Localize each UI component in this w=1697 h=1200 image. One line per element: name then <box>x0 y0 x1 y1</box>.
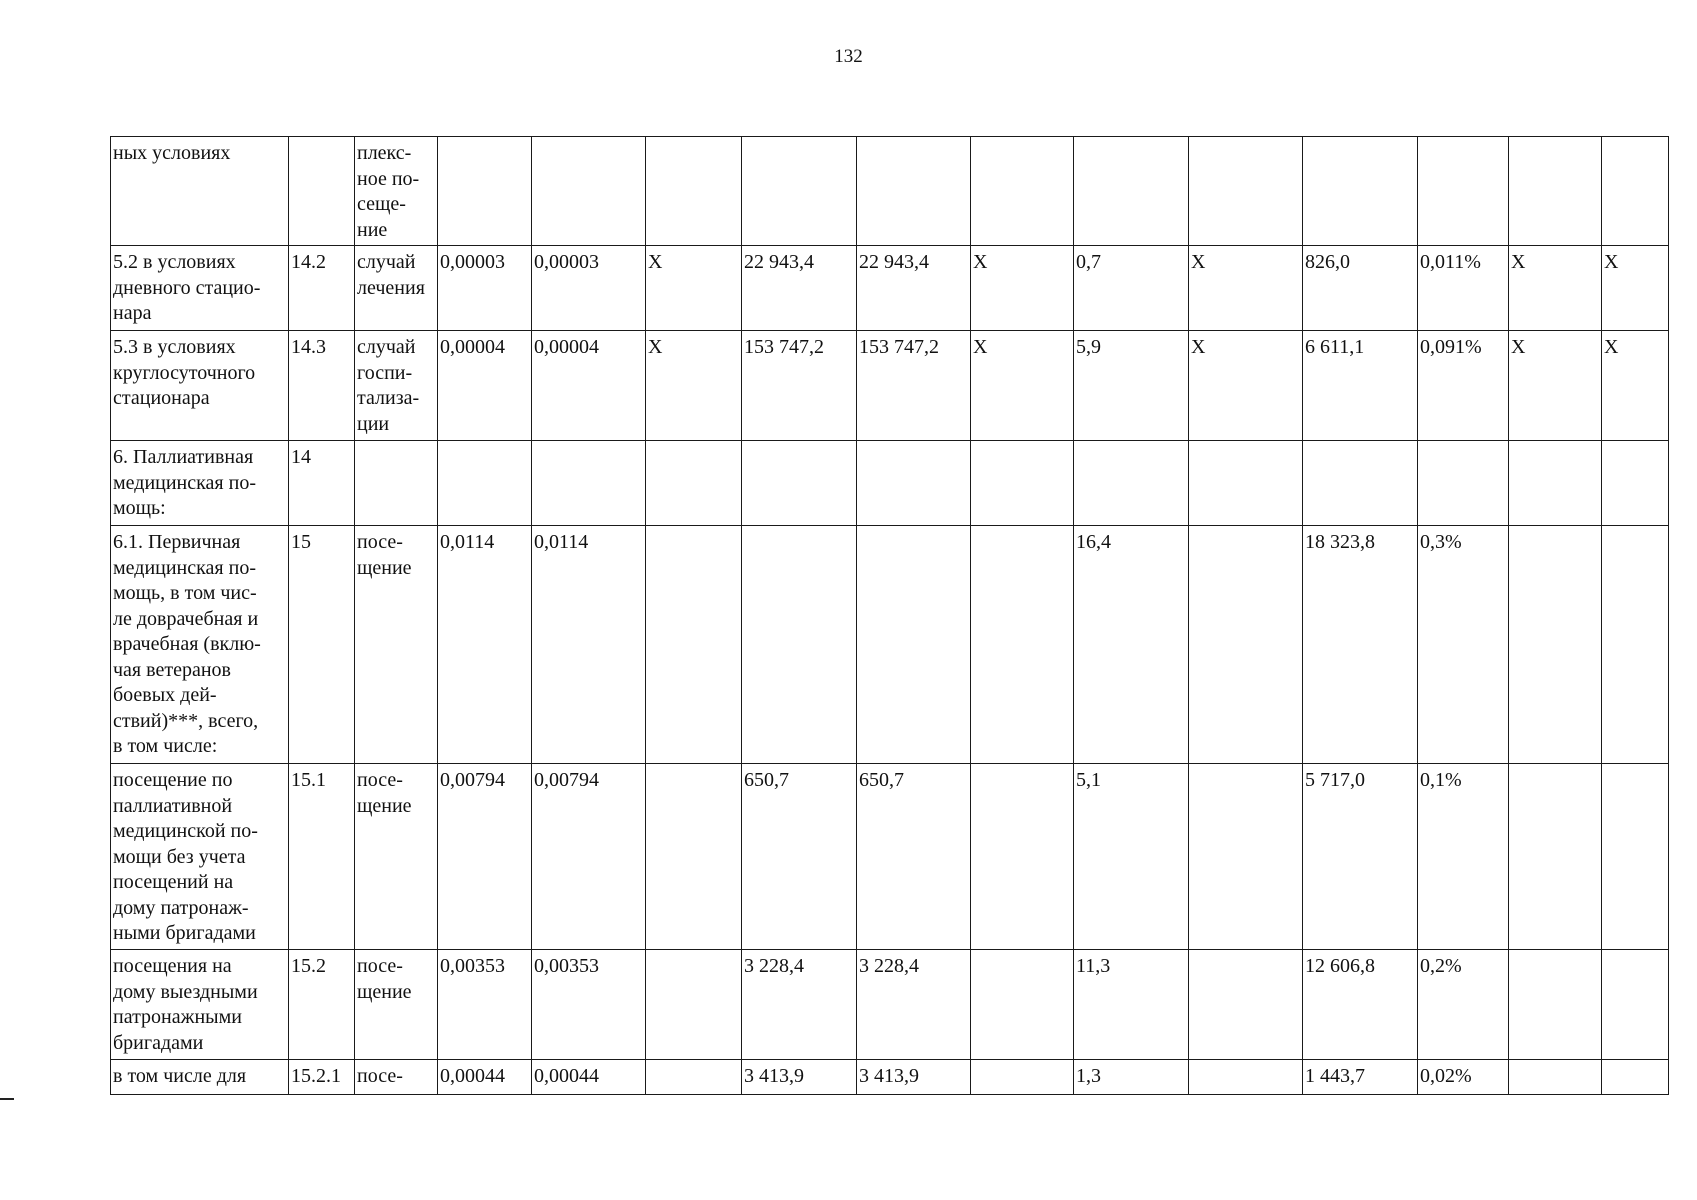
table-cell <box>1509 137 1602 246</box>
table-cell: 0,00044 <box>438 1060 532 1095</box>
table-cell <box>1602 526 1669 764</box>
table-cell: 0,1% <box>1418 764 1509 950</box>
table-cell <box>857 441 971 526</box>
table-cell: 0,00794 <box>438 764 532 950</box>
table-cell: 12 606,8 <box>1303 950 1418 1060</box>
table-cell <box>1418 137 1509 246</box>
table-cell: 22 943,4 <box>742 246 857 331</box>
table-cell: 3 228,4 <box>742 950 857 1060</box>
table-cell: 11,3 <box>1074 950 1189 1060</box>
table-cell: 0,2% <box>1418 950 1509 1060</box>
table-cell: X <box>971 331 1074 441</box>
table-row <box>111 137 1669 246</box>
table-cell <box>857 526 971 764</box>
table-cell <box>1602 764 1669 950</box>
table-cell <box>971 950 1074 1060</box>
table-cell: 650,7 <box>742 764 857 950</box>
table-cell <box>355 441 438 526</box>
table-cell: 0,00044 <box>532 1060 646 1095</box>
table-cell: X <box>1602 331 1669 441</box>
table-cell: 0,00794 <box>532 764 646 950</box>
table-cell: 0,00003 <box>438 246 532 331</box>
table-cell <box>742 441 857 526</box>
table-cell: 0,00004 <box>532 331 646 441</box>
table-cell: 15.2.1 <box>289 1060 355 1095</box>
table-cell <box>1509 441 1602 526</box>
table-cell <box>742 526 857 764</box>
table-cell <box>646 950 742 1060</box>
table-cell <box>646 764 742 950</box>
table-cell: 5,9 <box>1074 331 1189 441</box>
table-cell: 18 323,8 <box>1303 526 1418 764</box>
table-cell <box>1303 441 1418 526</box>
table-cell: X <box>646 331 742 441</box>
data-table <box>110 136 1669 1095</box>
table-cell <box>646 526 742 764</box>
table-cell: 14 <box>289 441 355 526</box>
table-cell: X <box>1189 246 1303 331</box>
table-cell: 153 747,2 <box>742 331 857 441</box>
table-cell <box>857 137 971 246</box>
table-cell: 0,7 <box>1074 246 1189 331</box>
table-cell: 3 413,9 <box>857 1060 971 1095</box>
table-cell: 6 611,1 <box>1303 331 1418 441</box>
table-cell <box>1189 764 1303 950</box>
table-cell <box>532 441 646 526</box>
table-cell: 14.3 <box>289 331 355 441</box>
table-cell <box>1189 526 1303 764</box>
table-row <box>111 1060 1669 1095</box>
table-cell <box>438 137 532 246</box>
table-row <box>111 950 1669 1060</box>
table-cell <box>1509 526 1602 764</box>
table-cell <box>1602 950 1669 1060</box>
table-cell: случай госпи- тализа- ции <box>355 331 438 441</box>
table-cell: 15 <box>289 526 355 764</box>
table-cell <box>1189 441 1303 526</box>
table-cell <box>289 137 355 246</box>
table-cell <box>1509 764 1602 950</box>
table-cell: 5 717,0 <box>1303 764 1418 950</box>
table-row <box>111 526 1669 764</box>
table-cell <box>971 137 1074 246</box>
table-row <box>111 764 1669 950</box>
table-cell: 0,091% <box>1418 331 1509 441</box>
table-cell: 0,00003 <box>532 246 646 331</box>
table-cell <box>646 1060 742 1095</box>
table-cell <box>646 441 742 526</box>
table-cell: посе- <box>355 1060 438 1095</box>
table-cell: X <box>646 246 742 331</box>
table-cell: посещение по паллиативной медицинской по- мощи без учета посещений на дому патронаж- ными бригадами <box>111 764 289 950</box>
table-cell: 15.2 <box>289 950 355 1060</box>
table-cell: посе- щение <box>355 950 438 1060</box>
table-row <box>111 441 1669 526</box>
table-cell: 0,00353 <box>532 950 646 1060</box>
table-cell <box>971 526 1074 764</box>
table-cell: 0,00353 <box>438 950 532 1060</box>
table-cell: 14.2 <box>289 246 355 331</box>
table-cell: X <box>1509 331 1602 441</box>
table-cell: 0,0114 <box>438 526 532 764</box>
table-cell: посещения на дому выездными патронажными бригадами <box>111 950 289 1060</box>
table-cell <box>971 441 1074 526</box>
table-cell <box>1189 950 1303 1060</box>
table-cell: 1,3 <box>1074 1060 1189 1095</box>
table-cell: 6. Паллиативная медицинская по- мощь: <box>111 441 289 526</box>
table-cell: 6.1. Первичная медицинская по- мощь, в том чис- ле доврачебная и врачебная (вклю- чая ветеранов боевых дей- ствий)***, всего, в том числе: <box>111 526 289 764</box>
table-cell: 1 443,7 <box>1303 1060 1418 1095</box>
margin-mark <box>0 1098 14 1100</box>
table-cell: 0,02% <box>1418 1060 1509 1095</box>
table-cell <box>1189 1060 1303 1095</box>
table-cell <box>1509 1060 1602 1095</box>
table-cell: 0,0114 <box>532 526 646 764</box>
table-cell: 5.2 в условиях дневного стацио- нара <box>111 246 289 331</box>
table-cell <box>1509 950 1602 1060</box>
table-cell: 0,3% <box>1418 526 1509 764</box>
table-cell: 153 747,2 <box>857 331 971 441</box>
table-cell: 16,4 <box>1074 526 1189 764</box>
table-cell: посе- щение <box>355 526 438 764</box>
table-cell: 3 228,4 <box>857 950 971 1060</box>
table-cell: 0,00004 <box>438 331 532 441</box>
table-cell <box>1074 441 1189 526</box>
table-cell: случай лечения <box>355 246 438 331</box>
table-cell: X <box>1602 246 1669 331</box>
table-cell: плекс- ное по- сеще- ние <box>355 137 438 246</box>
table-cell <box>971 1060 1074 1095</box>
table-cell: X <box>971 246 1074 331</box>
table-cell <box>1418 441 1509 526</box>
table-cell <box>1602 441 1669 526</box>
table-cell: 0,011% <box>1418 246 1509 331</box>
table-cell: X <box>1189 331 1303 441</box>
table-cell: 5,1 <box>1074 764 1189 950</box>
table-cell: посе- щение <box>355 764 438 950</box>
table-body <box>111 137 1669 1095</box>
table-cell: 826,0 <box>1303 246 1418 331</box>
table-cell <box>1602 137 1669 246</box>
table-cell: в том числе для <box>111 1060 289 1095</box>
table-cell <box>742 137 857 246</box>
table-cell: ных условиях <box>111 137 289 246</box>
table-cell <box>438 441 532 526</box>
table-cell <box>971 764 1074 950</box>
table-row <box>111 246 1669 331</box>
table-cell: 22 943,4 <box>857 246 971 331</box>
page-number: 132 <box>834 46 863 67</box>
table-cell: X <box>1509 246 1602 331</box>
table-cell: 3 413,9 <box>742 1060 857 1095</box>
table-cell <box>1303 137 1418 246</box>
table-cell <box>1074 137 1189 246</box>
table-cell: 5.3 в условиях круглосуточного стационара <box>111 331 289 441</box>
table-cell <box>646 137 742 246</box>
table-row <box>111 331 1669 441</box>
table-cell <box>1189 137 1303 246</box>
table-cell: 650,7 <box>857 764 971 950</box>
table-cell: 15.1 <box>289 764 355 950</box>
table-cell <box>1602 1060 1669 1095</box>
table-cell <box>532 137 646 246</box>
